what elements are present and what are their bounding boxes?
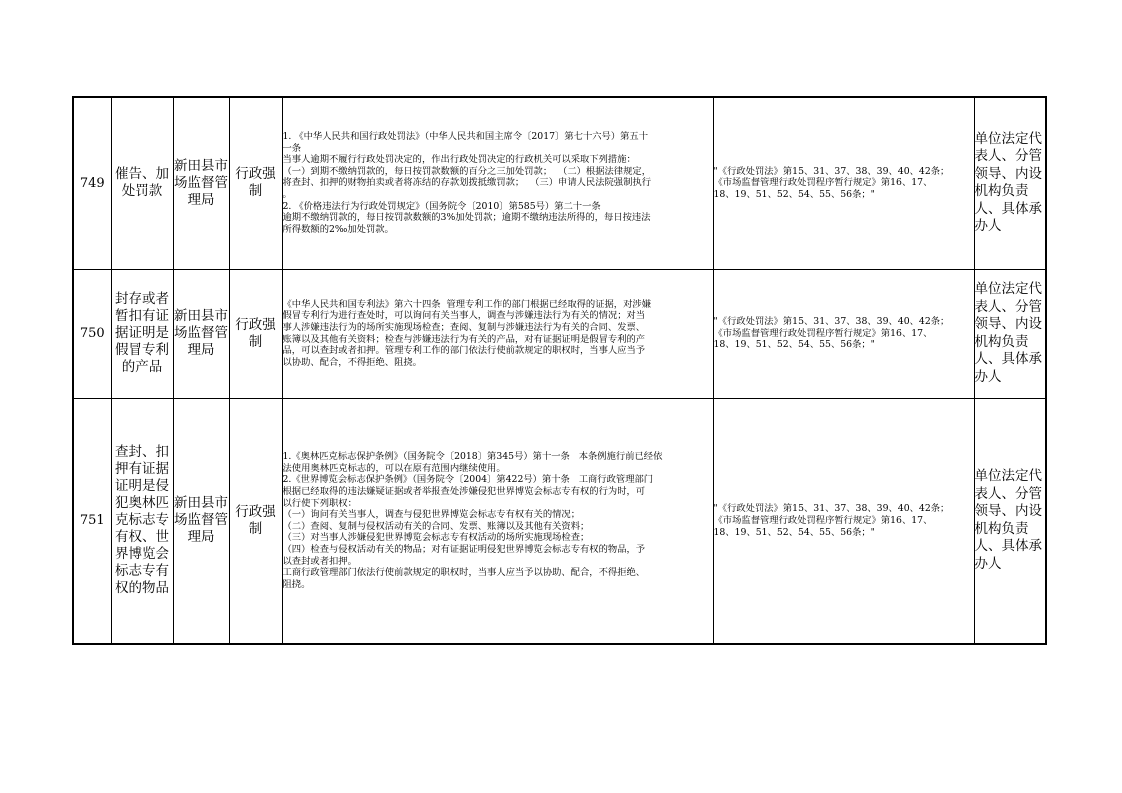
- table-row: [73, 97, 1046, 269]
- legal-basis-line: 以行使下列职权：: [282, 497, 357, 509]
- legal-basis-line: 1. 《中华人民共和国行政处罚法》（中华人民共和国主席令〔2017〕第七十六号）第五十: [282, 131, 649, 143]
- legal-basis-line: （二）查阅、复制与侵权活动有关的合同、发票、账簿以及其他有关资料；: [282, 520, 590, 532]
- legal-basis-line: （四）检查与侵权活动有关的物品；对有证据证明侵犯世界博览会标志专有权的物品，予: [282, 543, 646, 555]
- legal-basis-line: 以查封或者扣押。: [282, 555, 357, 567]
- legal-basis-line: 根据已经取得的违法嫌疑证据或者举报查处涉嫌侵犯世界博览会标志专有权的行为时，可: [282, 485, 646, 497]
- legal-basis-line: 2.《世界博览会标志保护条例》（国务院令〔2004〕第422号）第十条 工商行政管理部门: [282, 474, 654, 486]
- legal-basis-line: 所得数额的2‰加处罚款。: [282, 223, 394, 235]
- reference-clauses: [713, 269, 974, 398]
- item-number: 750: [73, 269, 111, 398]
- legal-basis: [282, 269, 713, 398]
- legal-basis-line: 一条: [282, 142, 302, 154]
- legal-basis-line: 事人涉嫌违法行为的场所实施现场检查；查阅、复制与涉嫌违法行为有关的合同、发票、: [282, 321, 646, 333]
- table-row: [73, 398, 1046, 644]
- reference-line: "《行政处罚法》第15、31、37、38、39、40、42条；: [713, 503, 950, 515]
- legal-basis-line: 2. 《价格违法行为行政处罚规定》（国务院令〔2010〕第585号）第二十一条: [282, 200, 601, 212]
- legal-basis: [282, 97, 713, 269]
- reference-line: 18、19、51、52、54、55、56条；": [713, 189, 875, 201]
- reference-line: 18、19、51、52、54、55、56条；": [713, 526, 875, 538]
- item-name: 查封、扣押有证据证明是侵犯奥林匹克标志专有权、世界博览会标志专有权的物品: [111, 398, 173, 644]
- legal-basis-line: 账簿以及其他有关资料；检查与涉嫌违法行为有关的产品，对有证据证明是假冒专利的产: [282, 333, 646, 345]
- legal-basis-line: 假冒专利行为进行查处时，可以询问有关当事人，调查与涉嫌违法行为有关的情况；对当: [282, 310, 646, 322]
- legal-basis: [282, 398, 713, 644]
- legal-basis-line: （一）到期不缴纳罚款的，每日按罚款数额的百分之三加处罚款； （二）根据法律规定，: [282, 165, 651, 177]
- legal-basis-line: 。: [282, 189, 292, 201]
- legal-basis-line: （一）询问有关当事人，调查与侵犯世界博览会标志专有权有关的情况；: [282, 509, 581, 521]
- department: 新田县市场监督管理局: [173, 398, 229, 644]
- legal-basis-line: 法使用奥林匹克标志的，可以在原有范围内继续使用。: [282, 462, 506, 474]
- item-name: 催告、加处罚款: [111, 97, 173, 269]
- legal-basis-line: 逾期不缴纳罚款的，每日按罚款数额的3%加处罚款；逾期不缴纳违法所得的，每日按违法: [282, 212, 651, 224]
- reference-line: 《市场监督管理行政处罚程序暂行规定》第16、17、: [713, 327, 933, 339]
- responsible-persons: 单位法定代表人、分管领导、内设机构负责人、具体承办人: [974, 398, 1046, 644]
- legal-basis-line: 阻挠。: [282, 578, 311, 590]
- item-number: 749: [73, 97, 111, 269]
- reference-clauses: [713, 398, 974, 644]
- legal-basis-line: 以协助、配合，不得拒绝、阻挠。: [282, 356, 422, 368]
- authority-table: [72, 96, 1047, 645]
- power-type: 行政强制: [229, 398, 282, 644]
- legal-basis-line: 1.《奥林匹克标志保护条例》（国务院令〔2018〕第345号）第十一条 本条例施行前已经依: [282, 451, 663, 463]
- legal-basis-line: 《中华人民共和国专利法》第六十四条 管理专利工作的部门根据已经取得的证据，对涉嫌: [282, 298, 651, 310]
- department: 新田县市场监督管理局: [173, 97, 229, 269]
- reference-line: 18、19、51、52、54、55、56条；": [713, 339, 875, 351]
- table-row: [73, 269, 1046, 398]
- power-type: 行政强制: [229, 269, 282, 398]
- responsible-persons: 单位法定代表人、分管领导、内设机构负责人、具体承办人: [974, 269, 1046, 398]
- legal-basis-line: 工商行政管理部门依法行使前款规定的职权时，当事人应当予以协助、配合，不得拒绝、: [282, 567, 646, 579]
- power-type: 行政强制: [229, 97, 282, 269]
- reference-line: "《行政处罚法》第15、31、37、38、39、40、42条；: [713, 165, 950, 177]
- item-number: 751: [73, 398, 111, 644]
- legal-basis-line: 将查封、扣押的财物拍卖或者将冻结的存款划拨抵缴罚款； （三）申请人民法院强制执行: [282, 177, 651, 189]
- item-name: 封存或者暂扣有证据证明是假冒专利的产品: [111, 269, 173, 398]
- responsible-persons: 单位法定代表人、分管领导、内设机构负责人、具体承办人: [974, 97, 1046, 269]
- legal-basis-line: 当事人逾期不履行行政处罚决定的，作出行政处罚决定的行政机关可以采取下列措施：: [282, 154, 636, 166]
- legal-basis-line: （三）对当事人涉嫌侵犯世界博览会标志专有权活动的场所实施现场检查；: [282, 532, 590, 544]
- reference-line: 《市场监督管理行政处罚程序暂行规定》第16、17、: [713, 177, 933, 189]
- reference-clauses: [713, 97, 974, 269]
- department: 新田县市场监督管理局: [173, 269, 229, 398]
- legal-basis-line: 品，可以查封或者扣押。管理专利工作的部门依法行使前款规定的职权时，当事人应当予: [282, 345, 646, 357]
- reference-line: 《市场监督管理行政处罚程序暂行规定》第16、17、: [713, 514, 933, 526]
- reference-line: "《行政处罚法》第15、31、37、38、39、40、42条；: [713, 316, 950, 328]
